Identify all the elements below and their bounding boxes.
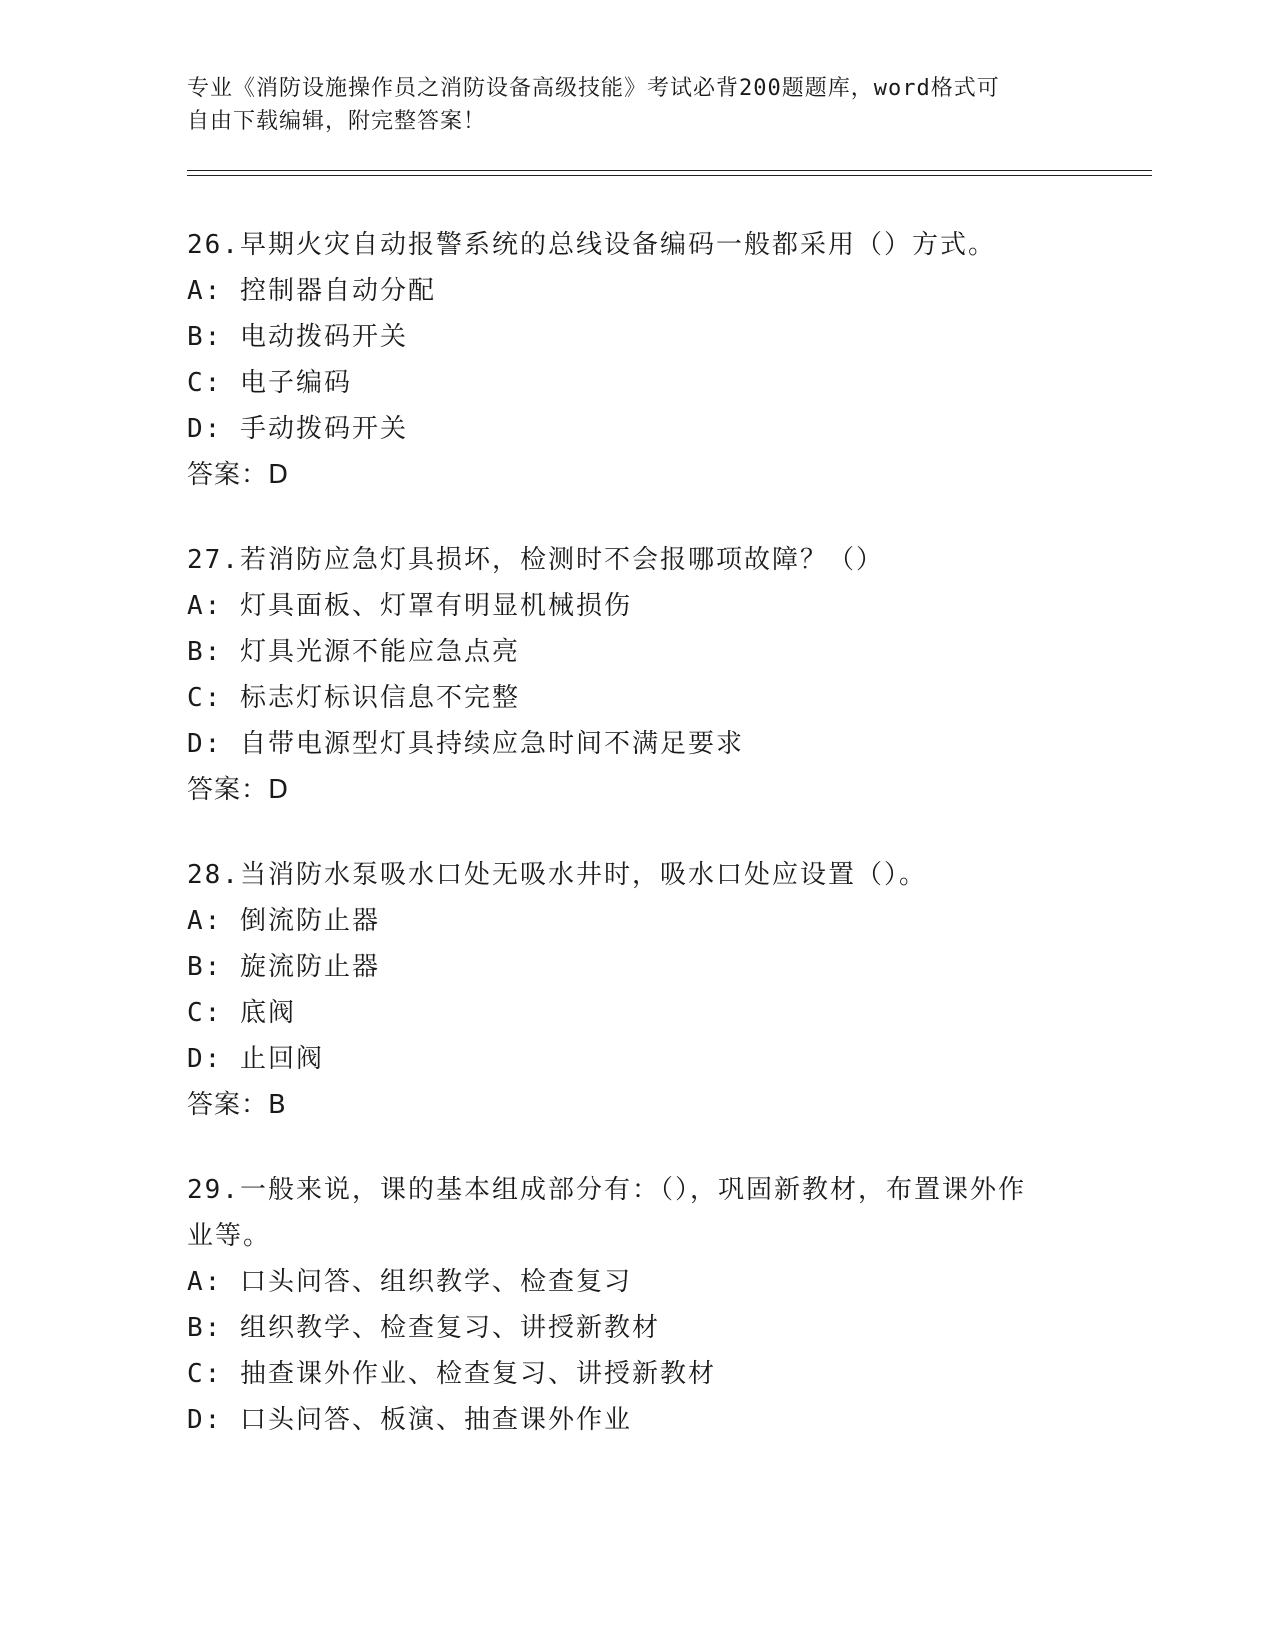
option-a: A: 控制器自动分配 xyxy=(187,276,436,306)
header-line-1: 专业《消防设施操作员之消防设备高级技能》考试必背200题题库，word格式可 xyxy=(187,76,1000,101)
answer: 答案：D xyxy=(187,775,290,805)
header-divider-bottom xyxy=(187,175,1152,176)
question-title-continued: 业等。 xyxy=(187,1221,272,1251)
question-26 xyxy=(187,222,1087,498)
option-d: D: 自带电源型灯具持续应急时间不满足要求 xyxy=(187,729,744,759)
header-line-2: 自由下载编辑，附完整答案！ xyxy=(187,109,487,134)
option-a: A: 倒流防止器 xyxy=(187,906,380,936)
option-b: B: 灯具光源不能应急点亮 xyxy=(187,637,520,667)
option-d: D: 口头问答、板演、抽查课外作业 xyxy=(187,1405,632,1435)
option-b: B: 组织教学、检查复习、讲授新教材 xyxy=(187,1313,660,1343)
question-27 xyxy=(187,537,1087,813)
question-title: 26.早期火灾自动报警系统的总线设备编码一般都采用（）方式。 xyxy=(187,230,996,260)
document-header xyxy=(187,72,1067,138)
option-c: C: 标志灯标识信息不完整 xyxy=(187,683,520,713)
question-28 xyxy=(187,852,1087,1128)
answer: 答案：B xyxy=(187,1090,287,1120)
question-title: 29.一般来说，课的基本组成部分有：（），巩固新教材，布置课外作 xyxy=(187,1175,1026,1205)
option-b: B: 电动拨码开关 xyxy=(187,322,408,352)
option-d: D: 止回阀 xyxy=(187,1044,324,1074)
option-d: D: 手动拨码开关 xyxy=(187,414,408,444)
option-c: C: 电子编码 xyxy=(187,368,352,398)
option-b: B: 旋流防止器 xyxy=(187,952,380,982)
answer: 答案：D xyxy=(187,460,290,490)
option-a: A: 灯具面板、灯罩有明显机械损伤 xyxy=(187,591,632,621)
option-a: A: 口头问答、组织教学、检查复习 xyxy=(187,1267,632,1297)
option-c: C: 抽查课外作业、检查复习、讲授新教材 xyxy=(187,1359,716,1389)
question-title: 27.若消防应急灯具损坏，检测时不会报哪项故障？（） xyxy=(187,545,884,575)
option-c: C: 底阀 xyxy=(187,998,296,1028)
question-29 xyxy=(187,1167,1087,1443)
header-divider-top xyxy=(187,170,1152,171)
question-title: 28.当消防水泵吸水口处无吸水井时，吸水口处应设置（）。 xyxy=(187,860,927,890)
